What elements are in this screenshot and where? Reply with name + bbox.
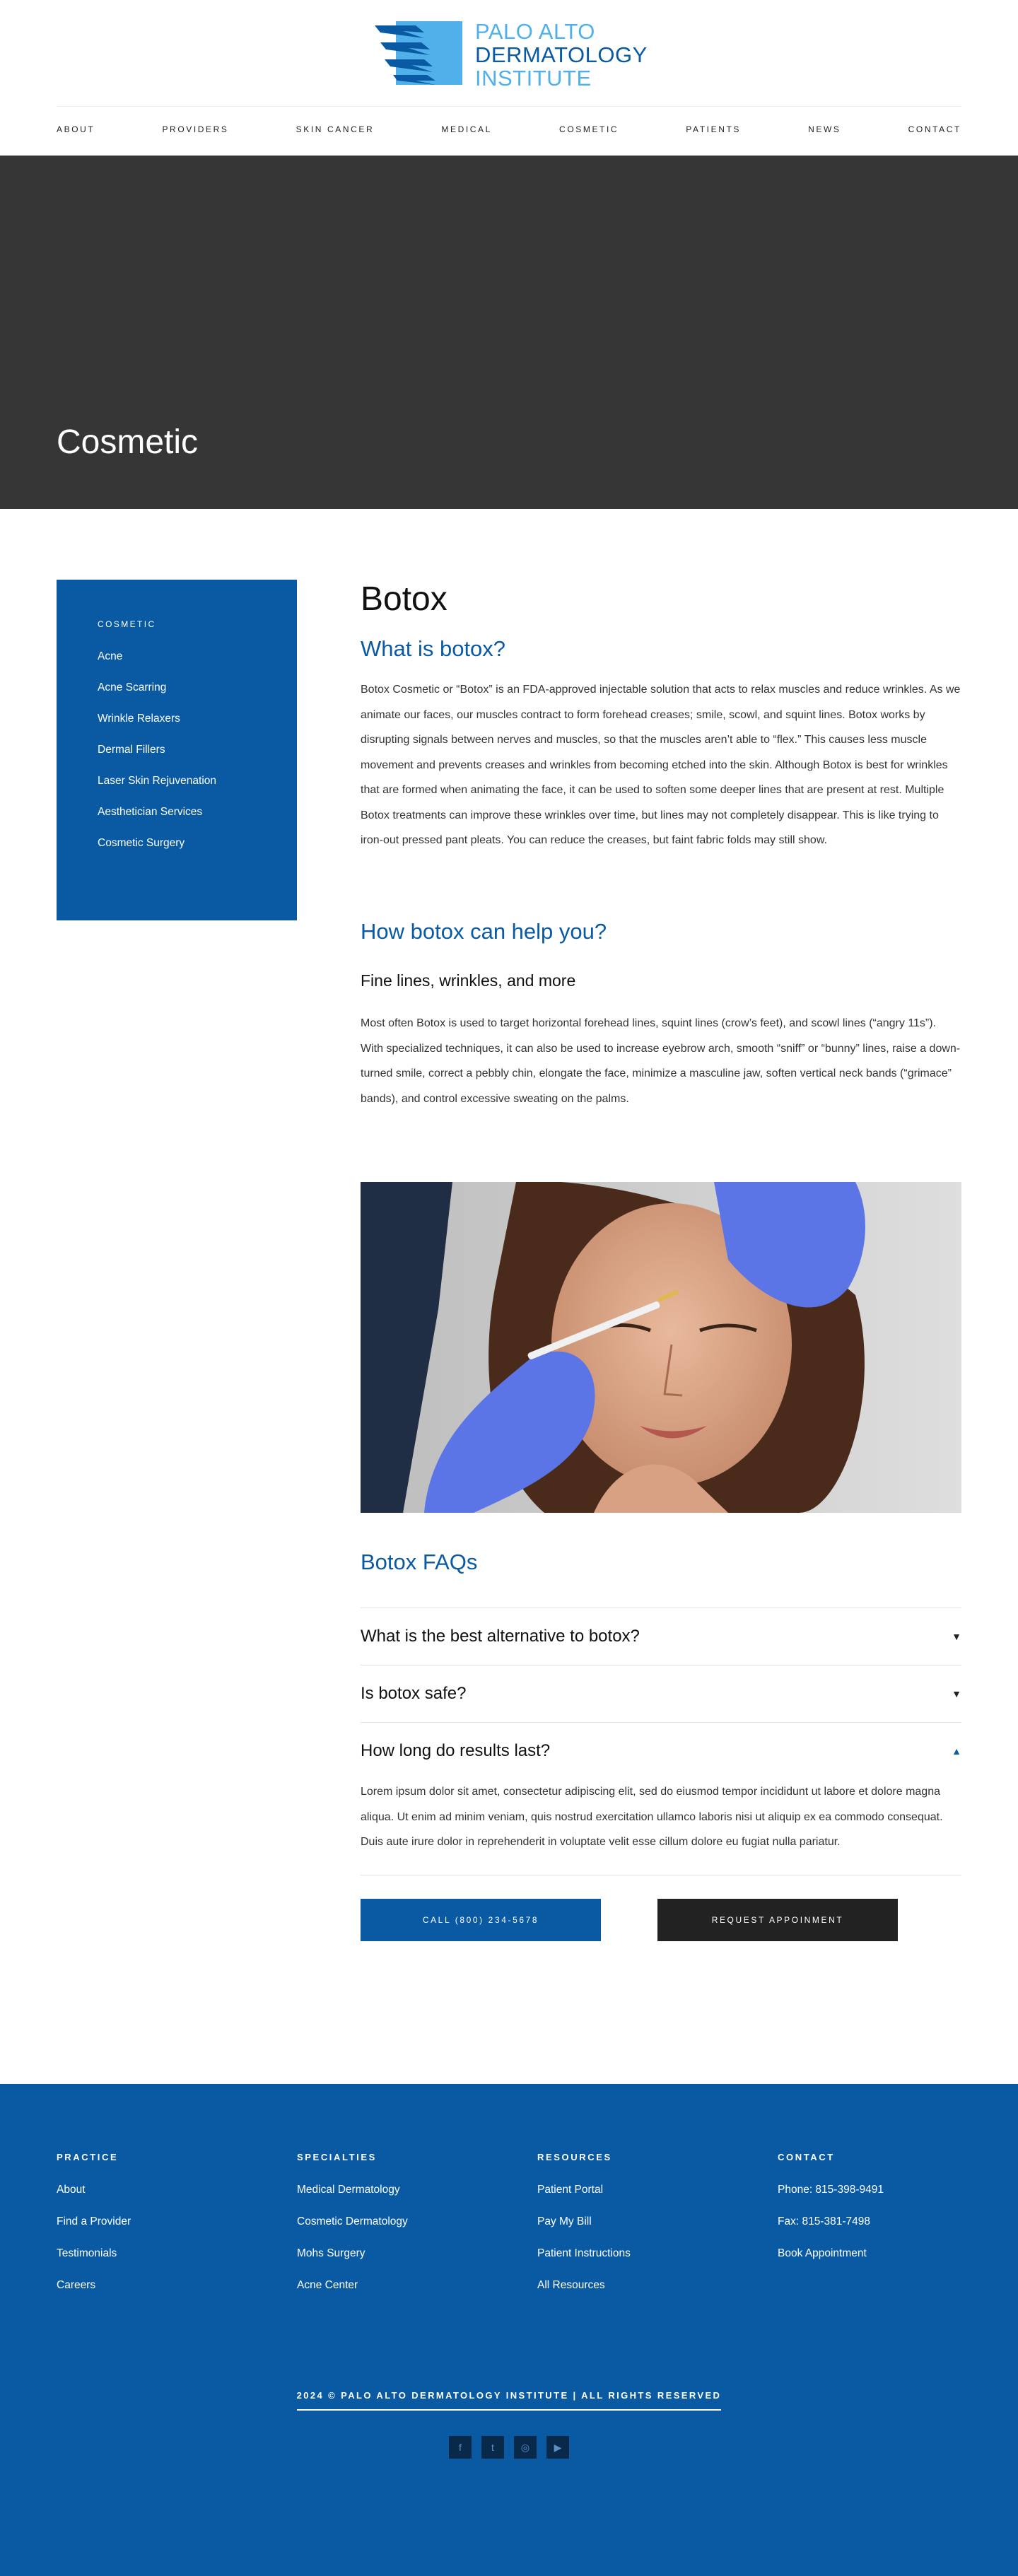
nav-about[interactable]: ABOUT	[57, 124, 95, 134]
sidebar	[57, 580, 297, 920]
help-heading: How botox can help you?	[361, 919, 607, 944]
footer-link[interactable]: Testimonials	[57, 2247, 117, 2259]
footer-phone-link[interactable]: Phone: 815-398-9491	[778, 2184, 884, 2196]
footer-link[interactable]: Acne Center	[297, 2279, 358, 2291]
article	[361, 580, 961, 1925]
footer-col-title: CONTACT	[778, 2152, 835, 2162]
faq-list	[361, 1608, 961, 1875]
nav-patients[interactable]: PATIENTS	[686, 124, 741, 134]
logo-wordmark	[475, 20, 648, 90]
social-links	[0, 2436, 1018, 2459]
logo-mark-icon	[375, 21, 462, 85]
twitter-icon[interactable]: t	[481, 2436, 504, 2459]
call-button[interactable]: CALL (800) 234-5678	[361, 1899, 601, 1941]
sidebar-item-acne-scarring[interactable]: Acne Scarring	[98, 681, 167, 693]
sidebar-item-acne[interactable]: Acne	[98, 650, 123, 662]
nav-medical[interactable]: MEDICAL	[441, 124, 492, 134]
main-content	[0, 509, 1018, 2084]
what-heading: What is botox?	[361, 636, 506, 661]
faq-question: Is botox safe?	[361, 1684, 467, 1703]
logo-line-3: INSTITUTE	[475, 66, 592, 90]
sidebar-item-aesthetician[interactable]: Aesthetician Services	[98, 806, 203, 818]
instagram-icon[interactable]: ◎	[514, 2436, 537, 2459]
help-subheading: Fine lines, wrinkles, and more	[361, 971, 576, 990]
hero-title: Cosmetic	[57, 423, 199, 461]
footer-link[interactable]: Patient Portal	[537, 2184, 604, 2196]
help-body: Most often Botox is used to target horizontal forehead lines, squint lines (crow’s feet), and scowl lines (“angry 11s”). With specialized techniques, it can also be used to increase eyebrow arch, smooth “sniff” or “bunny” lines, raise a down-turned smile, correct a pebbly chin, elongate the face, minimize a masculine jaw, soften vertical neck bands (“grimace” bands), and control excessive sweating on the palms.	[361, 1017, 961, 1105]
footer-col-title: SPECIALTIES	[297, 2152, 377, 2162]
youtube-icon[interactable]: ▶	[546, 2436, 569, 2459]
faq-question: What is the best alternative to botox?	[361, 1627, 640, 1646]
what-body: Botox Cosmetic or “Botox” is an FDA-approved injectable solution that acts to relax muscles and reduce wrinkles. As we animate our faces, our muscles contract to form forehead creases; smile, scowl, and squint lines. Botox works by disrupting signals between nerves and muscles, so that the muscles aren’t able to “flex.” This causes less muscle movement and prevents creases and wrinkles from becoming etched into the skin. Although Botox is best for wrinkles that are formed when animating the face, it can be used to soften some deeper lines that are present at rest. Multiple Botox treatments can improve these wrinkles over time, but lines may not completely disappear. This is like trying to iron-out pressed pant pleats. You can reduce the creases, but faint fabric folds may still show.	[361, 684, 961, 846]
footer-col-contact	[778, 2152, 990, 2279]
footer-link[interactable]: Pay My Bill	[537, 2215, 592, 2227]
site-logo[interactable]	[375, 16, 648, 90]
nav-contact[interactable]: CONTACT	[908, 124, 961, 134]
treatment-image	[361, 1182, 961, 1513]
sidebar-item-wrinkle-relaxers[interactable]: Wrinkle Relaxers	[98, 713, 180, 725]
site-footer	[0, 2084, 1018, 2576]
facebook-icon[interactable]: f	[449, 2436, 472, 2459]
footer-link[interactable]: About	[57, 2184, 86, 2196]
faq-answer: Lorem ipsum dolor sit amet, consectetur adipiscing elit, sed do eiusmod tempor incididunt ut labore et dolore magna aliqua. Ut enim ad minim veniam, quis nostrud exercitation ullamco laboris nisi ut aliquip ex ea commodo consequat. Duis aute irure dolor in reprehenderit in voluptate velit esse cillum dolore eu fugiat nulla pariatur.	[361, 1786, 943, 1848]
footer-link[interactable]: Patient Instructions	[537, 2247, 631, 2259]
footer-link[interactable]: Cosmetic Dermatology	[297, 2215, 408, 2227]
footer-book-link[interactable]: Book Appointment	[778, 2247, 867, 2259]
nav-news[interactable]: NEWS	[808, 124, 841, 134]
logo-line-2: DERMATOLOGY	[475, 42, 648, 67]
nav-skin-cancer[interactable]: SKIN CANCER	[296, 124, 375, 134]
footer-col-resources	[537, 2152, 749, 2311]
faq-item-3[interactable]	[361, 1723, 961, 1779]
footer-fax-link[interactable]: Fax: 815-381-7498	[778, 2215, 870, 2227]
sidebar-item-cosmetic-surgery[interactable]: Cosmetic Surgery	[98, 837, 185, 849]
faq-item-1[interactable]	[361, 1608, 961, 1665]
footer-col-specialties	[297, 2152, 509, 2311]
footer-link[interactable]: All Resources	[537, 2279, 605, 2291]
chevron-down-icon[interactable]: ▼	[952, 1631, 961, 1642]
sidebar-item-laser-skin[interactable]: Laser Skin Rejuvenation	[98, 775, 217, 787]
sidebar-item-dermal-fillers[interactable]: Dermal Fillers	[98, 744, 165, 756]
footer-link[interactable]: Medical Dermatology	[297, 2184, 400, 2196]
sidebar-heading: COSMETIC	[98, 619, 156, 629]
copyright	[0, 2389, 1018, 2411]
faq-heading: Botox FAQs	[361, 1550, 478, 1574]
faq-item-2[interactable]	[361, 1665, 961, 1722]
hero-banner	[0, 156, 1018, 509]
nav-divider	[57, 106, 961, 107]
faq-question: How long do results last?	[361, 1741, 551, 1760]
copyright-text: 2024 © PALO ALTO DERMATOLOGY INSTITUTE | ALL RIGHTS RESERVED	[297, 2390, 722, 2411]
footer-link[interactable]: Careers	[57, 2279, 96, 2291]
botox-treatment-photo	[361, 1182, 961, 1513]
chevron-down-icon[interactable]: ▼	[952, 1688, 961, 1699]
nav-providers[interactable]: PROVIDERS	[162, 124, 229, 134]
footer-link[interactable]: Find a Provider	[57, 2215, 131, 2227]
page-title: Botox	[361, 580, 447, 618]
main-nav	[57, 124, 961, 134]
footer-link[interactable]: Mohs Surgery	[297, 2247, 365, 2259]
footer-col-title: PRACTICE	[57, 2152, 119, 2162]
logo-line-1: PALO ALTO	[475, 19, 595, 44]
site-header	[0, 0, 1018, 156]
chevron-up-icon[interactable]: ▲	[952, 1745, 961, 1757]
footer-col-practice	[57, 2152, 269, 2311]
request-appointment-button[interactable]: REQUEST APPOINMENT	[657, 1899, 898, 1941]
nav-cosmetic[interactable]: COSMETIC	[559, 124, 619, 134]
footer-col-title: RESOURCES	[537, 2152, 612, 2162]
